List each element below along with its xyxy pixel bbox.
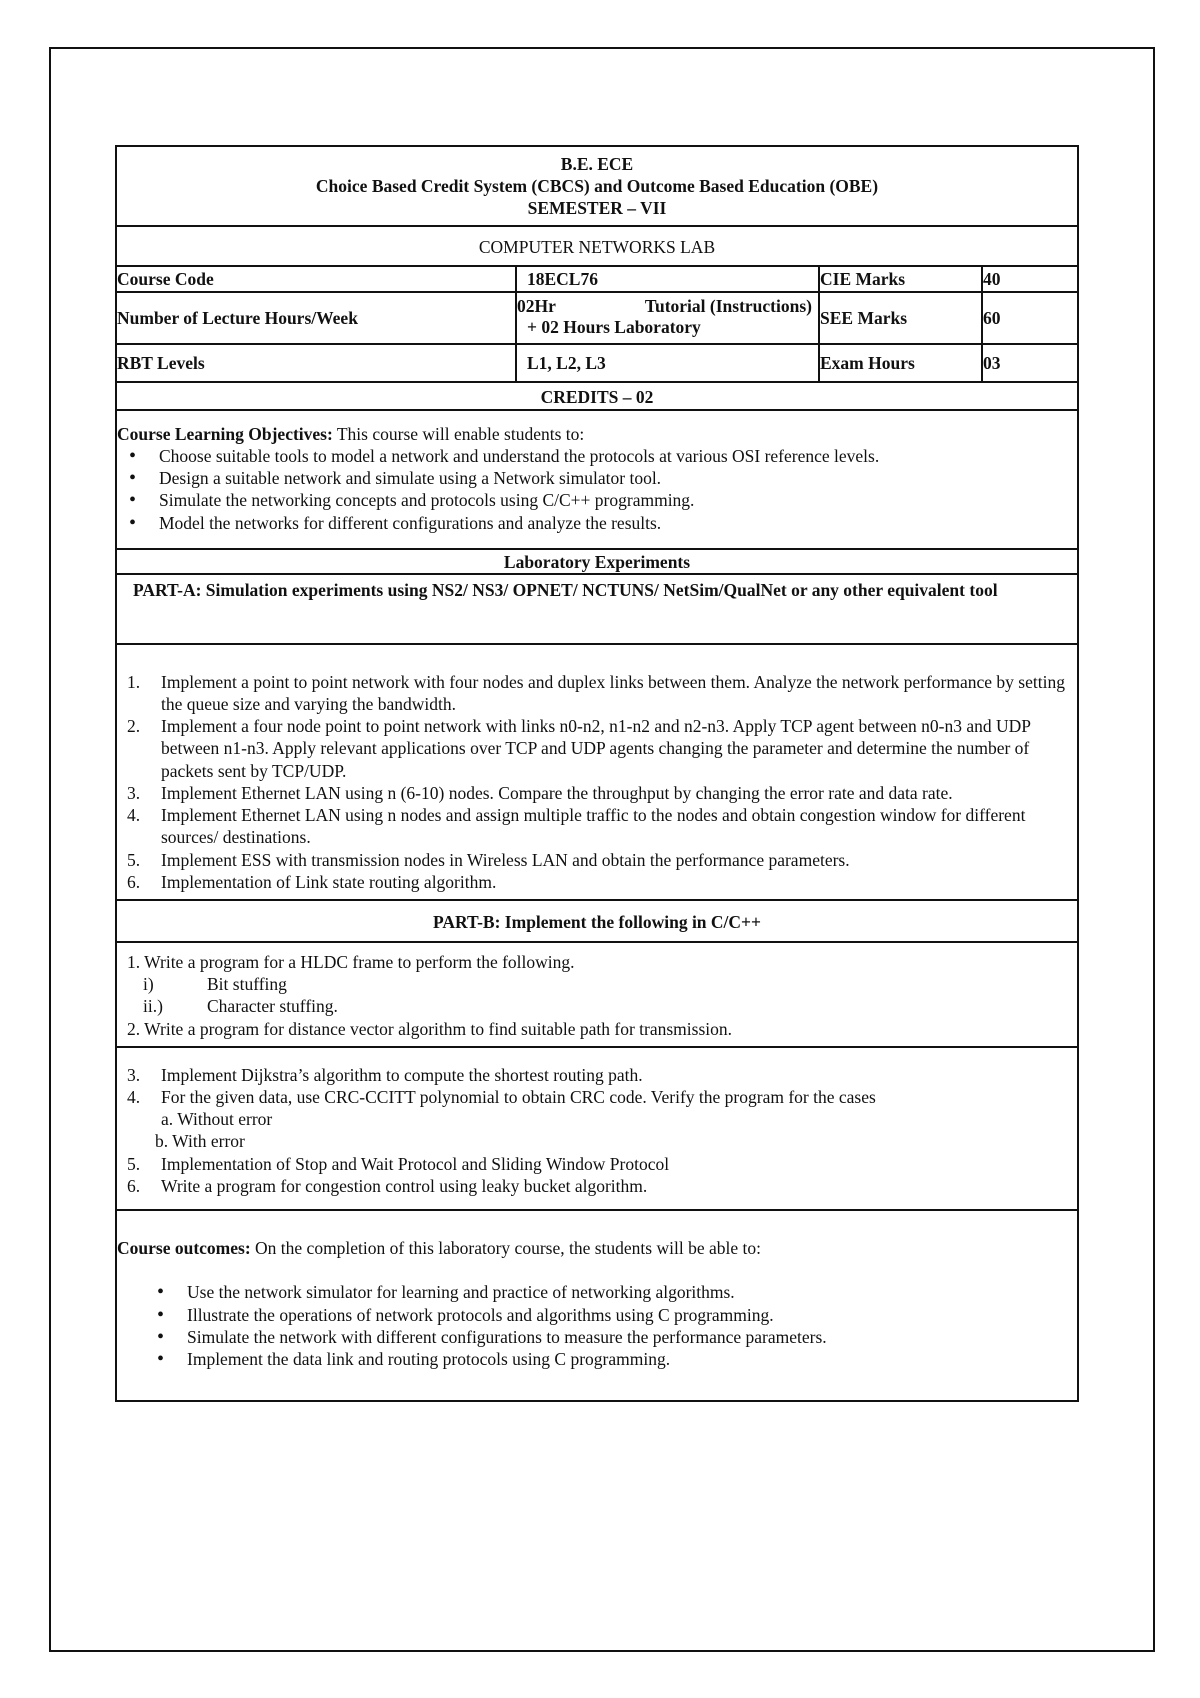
item-text: Implement a point to point network with four nodes and duplex links between them. Analyze the network performance by setting the queue size and varying the bandwidth. bbox=[161, 671, 1065, 714]
info-label2: Exam Hours bbox=[820, 345, 983, 381]
degree-title: B.E. ECE bbox=[560, 154, 634, 174]
semester-title: SEMESTER – VII bbox=[527, 198, 667, 219]
list-item: • Choose suitable tools to model a network and understand the protocols at various OSI reference levels. bbox=[159, 445, 1077, 467]
info-value: 18ECL76 bbox=[517, 267, 820, 291]
hours-c: + 02 Hours Laboratory bbox=[527, 316, 701, 337]
syllabus-table bbox=[115, 145, 1079, 1402]
item-text: For the given data, use CRC-CCITT polynomial to obtain CRC code. Verify the program for the cases bbox=[161, 1087, 876, 1108]
item-text: Write a program for congestion control using leaky bucket algorithm. bbox=[161, 1175, 648, 1196]
sub-text: Bit stuffing bbox=[207, 974, 287, 995]
list-item: • Simulate the networking concepts and protocols using C/C++ programming. bbox=[159, 489, 1077, 511]
list-item bbox=[117, 782, 1067, 804]
item-number: 5. bbox=[127, 1153, 141, 1174]
info-value2: 03 bbox=[983, 352, 1001, 373]
sub-item-bit-stuffing bbox=[117, 973, 1067, 995]
item-number: 1. bbox=[127, 671, 141, 692]
case-with-error: b. With error bbox=[155, 1131, 245, 1152]
item-text: Implement a four node point to point network with links n0-n2, n1-n2 and n2-n3. Apply TCP agent between n0-n3 and UDP between n1-n3. Apply relevant applications over TCP and UDP agents changing the parameter and determine the number of packets sent by TCP/UDP. bbox=[161, 716, 1031, 781]
outcomes-heading: Course outcomes: bbox=[117, 1238, 251, 1259]
item-number: 2. bbox=[127, 716, 141, 737]
item-number: 6. bbox=[127, 871, 141, 892]
info-value-hours bbox=[517, 293, 820, 343]
list-item bbox=[117, 804, 1067, 848]
item-number: 5. bbox=[127, 849, 141, 870]
info-value: L1, L2, L3 bbox=[517, 345, 820, 381]
item-text: Implementation of Link state routing algorithm. bbox=[161, 871, 497, 892]
list-item bbox=[117, 849, 1067, 871]
info-row-rbt-levels bbox=[117, 345, 1077, 383]
list-item bbox=[117, 871, 1067, 893]
info-label: RBT Levels bbox=[117, 345, 517, 381]
part-b-item-2: 2. Write a program for distance vector algorithm to find suitable path for transmission. bbox=[127, 1018, 732, 1039]
info-label2: CIE Marks bbox=[820, 267, 983, 291]
part-b-block-2 bbox=[117, 1048, 1077, 1211]
item-text: Implementation of Stop and Wait Protocol and Sliding Window Protocol bbox=[161, 1153, 670, 1174]
info-value2: 60 bbox=[983, 307, 1001, 328]
list-item bbox=[117, 1064, 1067, 1086]
item-number: 4. bbox=[127, 805, 141, 826]
list-item bbox=[117, 715, 1067, 782]
objectives-intro: This course will enable students to: bbox=[332, 423, 585, 444]
sub-text: Character stuffing. bbox=[207, 996, 338, 1017]
hours-a: 02Hr bbox=[517, 295, 556, 316]
objectives-section bbox=[117, 411, 1077, 550]
info-label: Course Code bbox=[117, 267, 517, 291]
outcomes-intro: On the completion of this laboratory course, the students will be able to: bbox=[250, 1238, 761, 1259]
list-item: • Model the networks for different configurations and analyze the results. bbox=[159, 512, 1077, 534]
item-text: Implement Ethernet LAN using n (6-10) nodes. Compare the throughput by changing the error rate and data rate. bbox=[161, 782, 953, 803]
list-item: • Implement the data link and routing protocols using C programming. bbox=[187, 1348, 1077, 1370]
item-text: Implement ESS with transmission nodes in Wireless LAN and obtain the performance parameters. bbox=[161, 849, 850, 870]
lab-experiments-title: Laboratory Experiments bbox=[117, 550, 1077, 575]
sub-label: i) bbox=[143, 974, 154, 995]
info-value2: 40 bbox=[983, 268, 1001, 289]
case-without-error: a. Without error bbox=[161, 1109, 273, 1130]
item-text: Implement Ethernet LAN using n nodes and assign multiple traffic to the nodes and obtain congestion window for different sources/ destinations. bbox=[161, 805, 1026, 848]
info-row-lecture-hours bbox=[117, 293, 1077, 345]
item-number: 4. bbox=[127, 1087, 141, 1108]
list-item: • Simulate the network with different configurations to measure the performance parameters. bbox=[187, 1326, 1077, 1348]
list-item: • Illustrate the operations of network protocols and algorithms using C programming. bbox=[187, 1304, 1077, 1326]
outcomes-list bbox=[117, 1281, 1077, 1370]
part-a-experiments bbox=[117, 645, 1077, 901]
list-item bbox=[117, 1086, 1067, 1108]
list-item bbox=[117, 1175, 1067, 1197]
credits: CREDITS – 02 bbox=[117, 383, 1077, 411]
objectives-list bbox=[117, 445, 1077, 534]
item-number: 3. bbox=[127, 782, 141, 803]
part-a-heading: PART-A: Simulation experiments using NS2/ NS3/ OPNET/ NCTUNS/ NetSim/QualNet or any other equivalent tool bbox=[117, 575, 1077, 645]
sub-label: ii.) bbox=[143, 996, 163, 1017]
part-b-heading: PART-B: Implement the following in C/C++ bbox=[117, 901, 1077, 943]
hours-b: Tutorial (Instructions) bbox=[644, 295, 812, 316]
item-text: Implement Dijkstra’s algorithm to compute the shortest routing path. bbox=[161, 1064, 643, 1085]
item-number: 3. bbox=[127, 1064, 141, 1085]
part-b-item-1: 1. Write a program for a HLDC frame to perform the following. bbox=[127, 951, 575, 972]
header-block bbox=[117, 147, 1077, 227]
info-label: Number of Lecture Hours/Week bbox=[117, 293, 517, 343]
objectives-heading: Course Learning Objectives: bbox=[117, 423, 333, 444]
list-item: • Use the network simulator for learning and practice of networking algorithms. bbox=[187, 1281, 1077, 1303]
sub-item-character-stuffing bbox=[117, 995, 1067, 1017]
item-number: 6. bbox=[127, 1175, 141, 1196]
course-title: COMPUTER NETWORKS LAB bbox=[117, 227, 1077, 267]
scheme-title: Choice Based Credit System (CBCS) and Outcome Based Education (OBE) bbox=[315, 176, 879, 197]
part-b-block-1 bbox=[117, 943, 1077, 1048]
list-item bbox=[117, 671, 1067, 715]
outcomes-section bbox=[117, 1211, 1077, 1400]
info-label2: SEE Marks bbox=[820, 293, 983, 343]
info-row-course-code bbox=[117, 267, 1077, 293]
list-item: • Design a suitable network and simulate using a Network simulator tool. bbox=[159, 467, 1077, 489]
list-item bbox=[117, 1153, 1067, 1175]
